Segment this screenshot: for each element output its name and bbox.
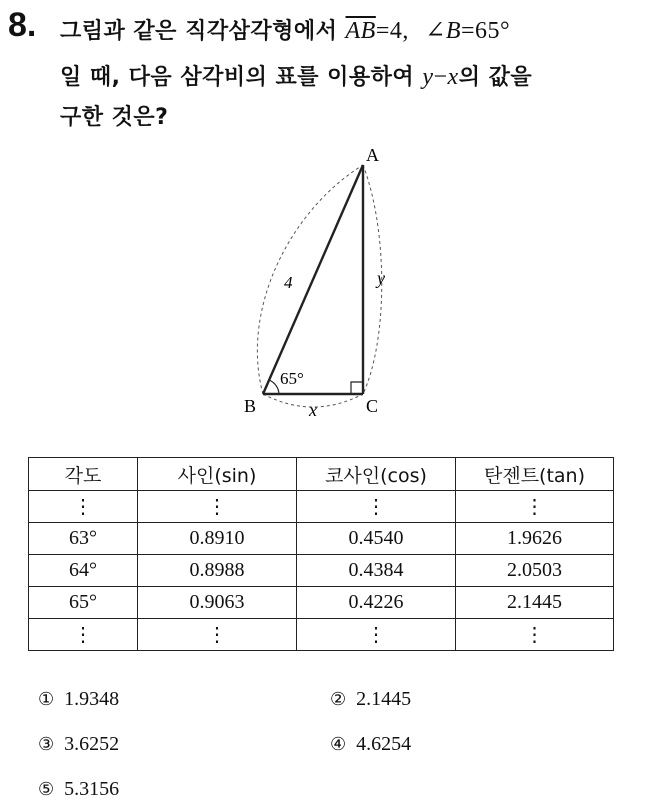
choice-2-mark: ②	[330, 689, 347, 710]
choice-3[interactable]	[38, 733, 119, 756]
question-line-2	[60, 60, 532, 91]
question-line-3: 구한 것은?	[60, 105, 169, 130]
segment-ab-value: =4,	[375, 18, 409, 44]
header-cos: 코사인(cos)	[297, 458, 456, 491]
choice-1-value: 1.9348	[64, 688, 120, 710]
choice-5[interactable]	[38, 778, 119, 801]
table-cell: ⋮	[297, 619, 456, 651]
expr-minus: −	[433, 64, 448, 90]
angle-b-arc	[269, 380, 279, 394]
table-row	[29, 491, 614, 523]
vertex-b-label: B	[244, 396, 257, 416]
side-bc-label: x	[309, 400, 317, 420]
question-line-2-tail: 의 값을	[458, 65, 533, 90]
table-row	[29, 587, 614, 619]
table-cell: 0.4540	[297, 523, 456, 555]
question-number: 8.	[8, 6, 37, 44]
table-cell: 0.8988	[138, 555, 297, 587]
header-tan: 탄젠트(tan)	[456, 458, 614, 491]
trig-table	[28, 457, 614, 651]
choice-3-mark: ③	[38, 734, 55, 755]
choice-1[interactable]	[38, 688, 119, 711]
choice-4-mark: ④	[330, 734, 347, 755]
table-cell: ⋮	[138, 491, 297, 523]
table-cell: ⋮	[456, 491, 614, 523]
choice-4-value: 4.6254	[356, 733, 412, 755]
table-cell: 0.9063	[138, 587, 297, 619]
table-cell: ⋮	[138, 619, 297, 651]
angle-icon: ∠	[425, 18, 446, 44]
choice-2[interactable]	[330, 688, 411, 711]
table-cell: ⋮	[29, 619, 138, 651]
segment-ab-label: $\overline{AB}$	[345, 18, 376, 44]
expr-x: x	[447, 64, 459, 90]
question-line-1	[60, 14, 510, 45]
choice-5-value: 5.3156	[64, 778, 120, 800]
table-cell: 0.8910	[138, 523, 297, 555]
header-sin: 사인(sin)	[138, 458, 297, 491]
angle-b-label: B	[445, 18, 461, 44]
choice-1-mark: ①	[38, 689, 55, 710]
table-row	[29, 619, 614, 651]
choice-2-value: 2.1445	[356, 688, 412, 710]
table-cell: 2.0503	[456, 555, 614, 587]
angle-b-value: =65°	[461, 18, 511, 44]
table-cell: 65°	[29, 587, 138, 619]
table-cell: ⋮	[29, 491, 138, 523]
question-line-1-text: 그림과 같은 직각삼각형에서	[60, 19, 346, 44]
table-cell: 63°	[29, 523, 138, 555]
table-row	[29, 523, 614, 555]
table-cell: 0.4384	[297, 555, 456, 587]
vertex-c-label: C	[366, 396, 379, 416]
table-row	[29, 555, 614, 587]
choice-5-mark: ⑤	[38, 779, 55, 800]
table-header-row	[29, 458, 614, 491]
expr-y: y	[422, 64, 434, 90]
choice-4[interactable]	[330, 733, 411, 756]
right-triangle-figure	[220, 140, 440, 440]
right-angle-mark	[351, 382, 363, 394]
header-angle: 각도	[29, 458, 138, 491]
table-cell: 0.4226	[297, 587, 456, 619]
vertex-a-label: A	[366, 145, 379, 165]
choice-3-value: 3.6252	[64, 733, 120, 755]
table-cell: 2.1445	[456, 587, 614, 619]
table-cell: 1.9626	[456, 523, 614, 555]
angle-65-label: 65°	[280, 369, 304, 388]
side-ab-label: 4	[284, 273, 293, 292]
side-ac-label: y	[377, 268, 385, 288]
side-ab	[263, 165, 363, 394]
table-cell: 64°	[29, 555, 138, 587]
table-cell: ⋮	[297, 491, 456, 523]
question-line-2-text: 일 때, 다음 삼각비의 표를 이용하여	[60, 65, 423, 90]
table-cell: ⋮	[456, 619, 614, 651]
